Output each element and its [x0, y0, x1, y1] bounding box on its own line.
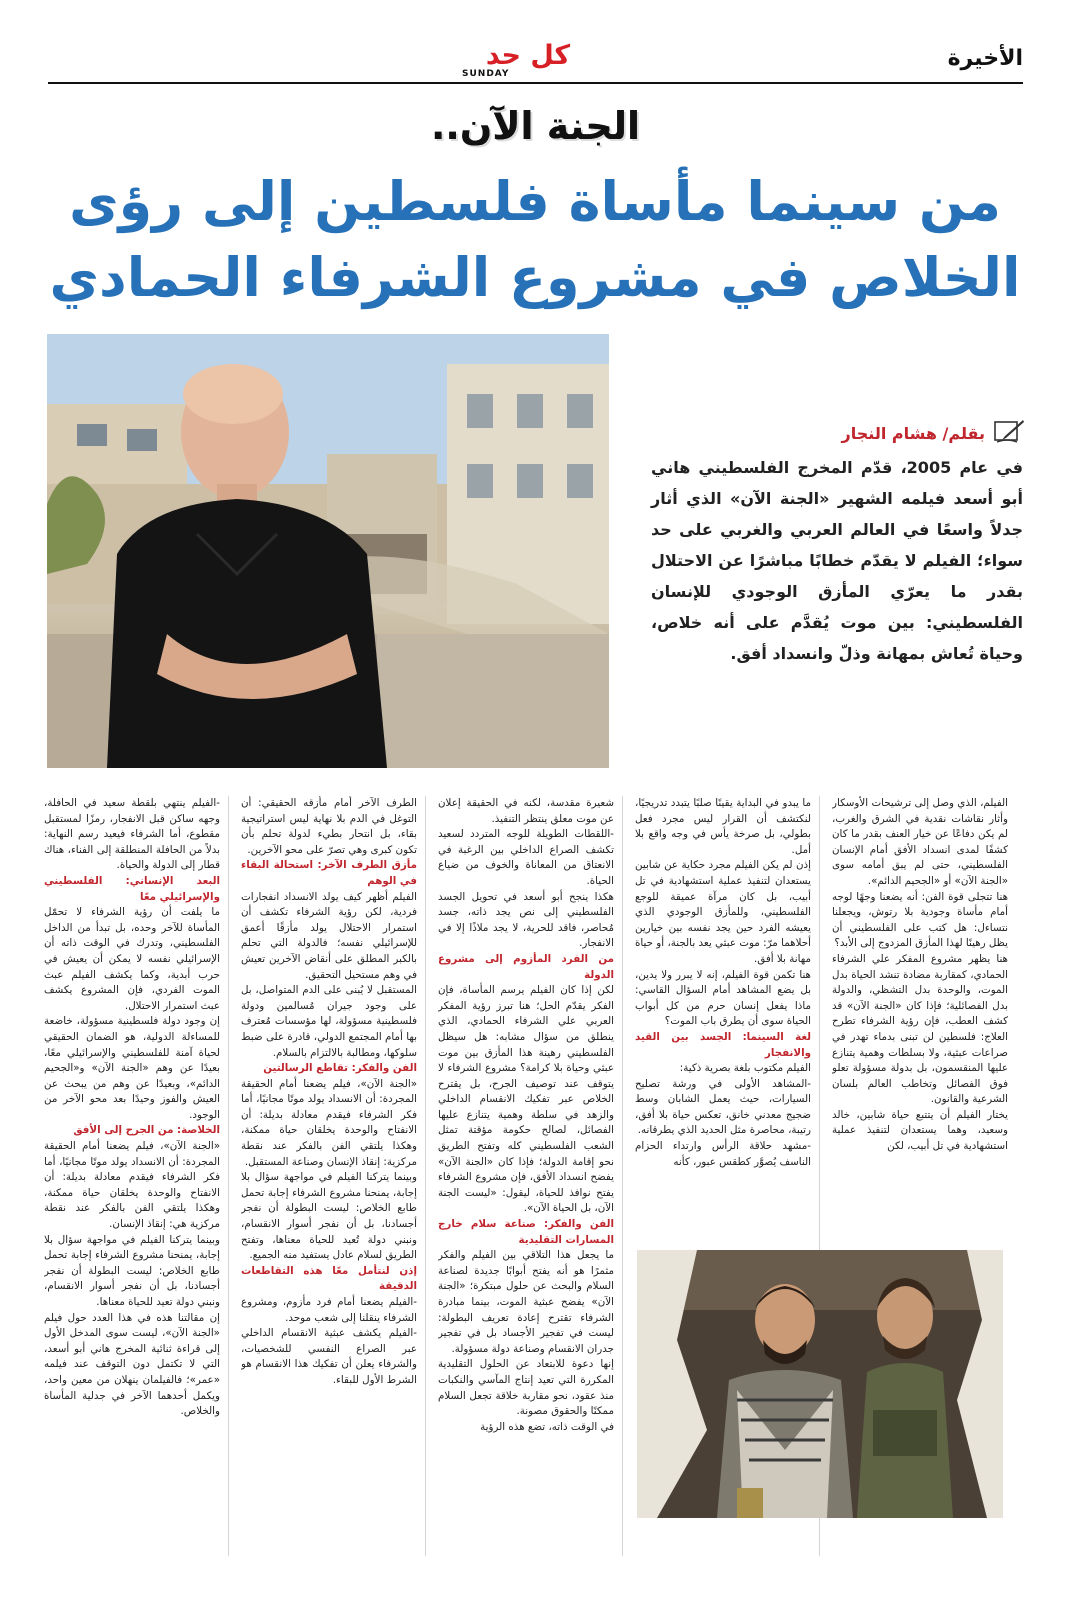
body-paragraph: إذن لم يكن الفيلم مجرد حكاية عن شابين يستعدان لتنفيذ عملية استشهادية في تل أبيب، بل كان مرآة عميقة للوجع الفلسطيني، وللمأزق الوجودي الذي يعيشه الفرد حين يجد نفسه بين خيارين أحلاهما مرّ: موت عبثي يعد بالجنة، أو حياة مهانة بلا أفق. [635, 859, 811, 965]
body-paragraph: إنها دعوة للابتعاد عن الحلول التقليدية المكررة التي تعيد إنتاج المآسي والنكبات منذ عقود، نحو مقاربة خلاقة تجعل السلام ممكنًا والحقوق مصونة. [438, 1358, 614, 1418]
body-paragraph: الطرف الآخر أمام مأزقه الحقيقي: أن التوغل في الدم بلا نهاية ليس استراتيجية بقاء، بل انتحار بطيء لدولة تحلم بأن تكون كبرى وهي تصرّ على محو الآخرين. [241, 797, 417, 856]
body-paragraph: يختار الفيلم أن يتتبع حياة شابين، خالد وسعيد، وهما يستعدان لتنفيذ عملية استشهادية في تل أبيب، لكن [832, 1108, 1008, 1153]
pen-icon [993, 418, 1025, 444]
body-paragraph: «الجنة الآن»، فيلم يضعنا أمام الحقيقة المجردة: أن الانسداد يولد موتًا مجانيًا، أما فكر الشرفاء فيقدم معادلة بديلة: أن الانفتاح والوحدة يخلقان حياة ممكنة، وهكذا يلتقي الفن بالفكر عند نقطة مركزية: إنقاذ الإنسان وصناعة المستقبل. [241, 1077, 417, 1168]
body-paragraph: -الفيلم ينتهي بلقطة سعيد في الحافلة، وجهه ساكن قبل الانفجار، رمزًا لمستقبل مقطوع، أما الشرفاء فيعيد رسم النهاية: بدلاً من الحافلة المنطلقة إلى الفناء، هناك قطار إلى الدولة والحياة. [44, 797, 220, 872]
body-paragraph: وبينما يتركنا الفيلم في مواجهة سؤال بلا إجابة، يمنحنا مشروع الشرفاء إجابة تحمل طابع الخلاص: ليست البطولة أن نفجر أجسادنا، بل أن نفجر أسوار الانقسام، ونبني دولة تعيد للحياة معناها. [44, 1233, 220, 1308]
body-paragraph: ما يبدو في البداية يقينًا صلبًا يتبدد تدريجيًا، لنكتشف أن القرار ليس مجرد فعل بطولي، بل صرخة يأس في وجه واقع بلا أمل. [635, 797, 811, 856]
logo-arabic: كل حد [485, 40, 571, 71]
article-headline: من سينما مأساة فلسطين إلى رؤى الخلاص في مشروع الشرفاء الحمادي [49, 170, 1021, 309]
body-paragraph: هنا تكمن قوة الفيلم، إنه لا يبرر ولا يدين، بل يضع المشاهد أمام السؤال القاسي: ماذا يفعل إنسان حرم من كل أبواب الحياة سوى أن يطرق باب الموت؟ [635, 968, 811, 1028]
logo-english: SUNDAY [462, 69, 510, 79]
subheading: البعد الإنساني: الفلسطيني والإسرائيلي معًا [44, 874, 220, 903]
column-5 [44, 796, 220, 1556]
body-paragraph: الفيلم، الذي وصل إلى ترشيحات الأوسكار وأثار نقاشات نقدية في الشرق والغرب، لم يكن دفاعًا عن خيار العنف بقدر ما كان كشفًا لمدى انسداد الأفق أمام الإنسان الفلسطيني، حتى لم يبق أمامه سوى «الجنة الآن» أو «الجحيم الدائم». [832, 797, 1008, 887]
column-4 [241, 796, 417, 1556]
body-paragraph: هكذا ينجح أبو أسعد في تحويل الجسد الفلسطيني إلى نص يجد ذاته، جسد مُحاصر، فاقد للحرية، لا يجد ملاذًا إلا في الانفجار. [438, 890, 614, 950]
body-paragraph: -الفيلم يضعنا أمام فرد مأزوم، ومشروع الشرفاء ينقلنا إلى شعب موحد. [241, 1296, 417, 1324]
subheading: الفن والفكر: تقاطع الرسالتين [263, 1062, 417, 1075]
body-paragraph: إن وجود دولة فلسطينية مسؤولة، خاضعة للمساءلة الدولية، هو الضمان الحقيقي لحياة آمنة للفلسطيني والإسرائيلي معًا، بعيدًا عن وهم «الجنة الآن» و«الجحيم الدائم»، وبعيدًا عن وهم من يبحث عن العيش والفوز وحيدًا بعد محو الآخر من الوجود. [44, 1015, 220, 1121]
subheading: إذن لنتأمل معًا هذه التقاطعات الدقيقة [241, 1264, 417, 1293]
section-label: الأخيرة [947, 46, 1023, 71]
body-paragraph: وبينما يتركنا الفيلم في مواجهة سؤال بلا إجابة، يمنحنا مشروع الشرفاء إجابة تحمل طابع الخلاص: ليست البطولة أن نفجر أجسادنا، بل أن نفجر أسوار الانقسام، ونبني دولة تُعيد للحياة معناها، وتفتح الطريق لسلام عادل يستفيد منه الجميع. [241, 1171, 417, 1262]
article-kicker: الجنة الآن.. [430, 104, 641, 148]
subheading: الفن والفكر: صناعة سلام خارج المسارات التقليدية [438, 1218, 614, 1246]
body-paragraph: المستقبل لا يُبنى على الدم المتواصل، بل على وجود جيران مُسالمين ودولة فلسطينية مسؤولة، لها مؤسسات مُعترف بها أمام المجتمع الدولي، قادرة على ضبط سلوكها، ومطالبة بالالتزام بالسلام. [241, 984, 417, 1059]
author-photo [47, 334, 609, 768]
body-paragraph: -الفيلم يكشف عبثية الانقسام الداخلي عبر الصراع النفسي للشخصيات، والشرفاء يعلن أن تفكيك هذا الانقسام هو الشرط الأول للبقاء. [241, 1327, 417, 1386]
subheading: لغة السينما: الجسد بين القيد والانفجار [635, 1030, 811, 1059]
subheading: الخلاصة: من الجرح إلى الأفق [73, 1124, 220, 1137]
body-paragraph: في الوقت ذاته، تضع هذه الرؤية [480, 1420, 614, 1433]
body-paragraph: الفيلم مكتوب بلغة بصرية ذكية: [679, 1062, 811, 1075]
column-3 [438, 796, 614, 1556]
body-paragraph: «الجنة الآن»، فيلم يضعنا أمام الحقيقة المجردة: أن الانسداد يولد موتًا مجانيًا، أما فكر الشرفاء فيقدم معادلة بديلة: أن الانفتاح والوحدة يخلقان حياة ممكنة، وهكذا يلتقي الفن بالفكر عند نقطة مركزية هي: إنقاذ الإنسان. [44, 1140, 220, 1231]
article-byline: بقلم/ هشام النجار [841, 424, 985, 443]
column-divider [425, 796, 426, 1556]
publication-logo [458, 40, 598, 80]
body-paragraph: -اللقطات الطويلة للوجه المتردد لسعيد تكشف الصراع الداخلي بين الرغبة في الانعتاق من المعاناة والخوف من ضياع الحياة. [438, 828, 614, 887]
body-paragraph: إن مقالتنا هذه في هذا العدد حول فيلم «الجنة الآن»، ليست سوى المدخل الأول إلى قراءة ثنائية المخرج هاني أبو أسعد، التي لا تكتمل دون التوقف عند فيلمه «عمر»؛ فالفيلمان ينهلان من معين واحد، ويكمل أحدهما الآخر في جدلية المأساة والخلاص. [44, 1311, 220, 1418]
body-paragraph: الفيلم أظهر كيف يولد الانسداد انفجارات فردية، لكن رؤية الشرفاء تكشف أن استمرار الاحتلال يولد مأزقًا أعمق للإسرائيلي نفسه؛ فالدولة التي تحلم بالكبر المطلق على أنقاض الآخرين تعيش في وهم مستحيل التحقيق. [241, 890, 417, 981]
subheading: مأزق الطرف الآخر: استحالة البقاء في الوهم [241, 859, 417, 887]
column-divider [622, 796, 623, 1556]
body-paragraph: شعيرة مقدسة، لكنه في الحقيقة إعلان عن موت معلق ينتظر التنفيذ. [438, 797, 614, 825]
body-paragraph: هنا يظهر مشروع المفكر علي الشرفاء الحمادي، كمقاربة مضادة تنشد الحياة بدل الموت، والوحدة بدل التشظي، والدولة بدل الفصائلية؛ فإذا كان «الجنة الآن» قد كشف العطب، فإن رؤية الشرفاء تطرح العلاج: فلسطين لن تبنى بدماء تهدر في صراعات عبثية، ولا بسلطات وهمية يتنازع عليها المنقسمون، بل بدولة مسؤولة تعلو فوق الفصائل وتخاطب العالم بلسان الشرعية والقانون. [832, 952, 1008, 1106]
body-paragraph: -المشاهد الأولى في ورشة تصليح السيارات، حيث يعمل الشابان وسط ضجيج معدني خانق، تعكس حياة بلا أفق، رتيبة، محاصرة مثل الحديد الذي يطرقانه. [635, 1077, 811, 1137]
body-paragraph: -مشهد حلاقة الرأس وارتداء الحزام الناسف يُصوَّر كطقس عبور، كأنه [635, 1140, 811, 1168]
body-paragraph: هنا تتجلى قوة الفن: أنه يضعنا وجهًا لوجه أمام مأساة وجودية بلا رتوش، ويجعلنا نتساءل: هل كتب على الفلسطيني أن يظل رهينًا لهذا المأزق المزدوج إلى الأبد؟ [832, 890, 1008, 950]
film-still-photo [637, 1250, 1003, 1518]
header-rule [48, 82, 1023, 84]
body-paragraph: ما يلفت أن رؤية الشرفاء لا تحمّل المأساة للآخر وحده، بل تبدأ من الداخل الفلسطيني، وتدرك في الوقت ذاته أن الإسرائيلي نفسه لا يمكن أن يعيش في حرب أبدية، وكما يكشف الفيلم عبث الموت الفردي، فإن المشروع يكشف عبث استمرار الاحتلال. [44, 906, 220, 1012]
body-paragraph: لكن إذا كان الفيلم يرسم المأساة، فإن الفكر يقدّم الحل؛ هنا تبرز رؤية المفكر العربي علي الشرفاء الحمادي، الذي ينطلق من سؤال مشابه: هل سيظل الفلسطيني رهينة هذا المأزق بين موت عبثي وحياة بلا كرامة؟ مشروع الشرفاء لا يتوقف عند توصيف الجرح، بل يقترح الخلاص عبر تفكيك الانقسام الداخلي والزهد في سلطة وهمية يتنازع عليها الفصائل، لصالح حكومة مؤقتة تمثل الشعب الفلسطيني كله وتفتح الطريق نحو إقامة الدولة؛ فإذا كان «الجنة الآن» يفضح انسداد الأفق، فإن مشروع الشرفاء يفتح نوافذ للحياة، ليقول: «ليست الجنة الآن، بل الحياة الآن». [438, 984, 614, 1215]
body-paragraph: ما يجعل هذا التلاقي بين الفيلم والفكر مثمرًا هو أنه يفتح أبوابًا جديدة لصناعة السلام والبحث عن حلول مبتكرة؛ «الجنة الآن» يفضح عبثية الموت، بينما مبادرة الشرفاء تقترح إعادة تعريف البطولة: ليست في تفجير الأجساد بل في تفجير جدران الانقسام وصناعة دولة مسؤولة. [438, 1249, 614, 1355]
subheading: من الفرد المأزوم إلى مشروع الدولة [438, 952, 614, 981]
article-intro: في عام 2005، قدّم المخرج الفلسطيني هاني أبو أسعد فيلمه الشهير «الجنة الآن» الذي أثار جدلاً واسعًا في العالم العربي والغربي على حد سواء؛ الفيلم لا يقدّم خطابًا مباشرًا عن الاحتلال بقدر ما يعرّي المأزق الوجودي للإنسان الفلسطيني: بين موت يُقدَّم على أنه خلاص، وحياة تُعاش بمهانة وذلّ وانسداد أفق. [651, 458, 1024, 663]
column-divider [228, 796, 229, 1556]
